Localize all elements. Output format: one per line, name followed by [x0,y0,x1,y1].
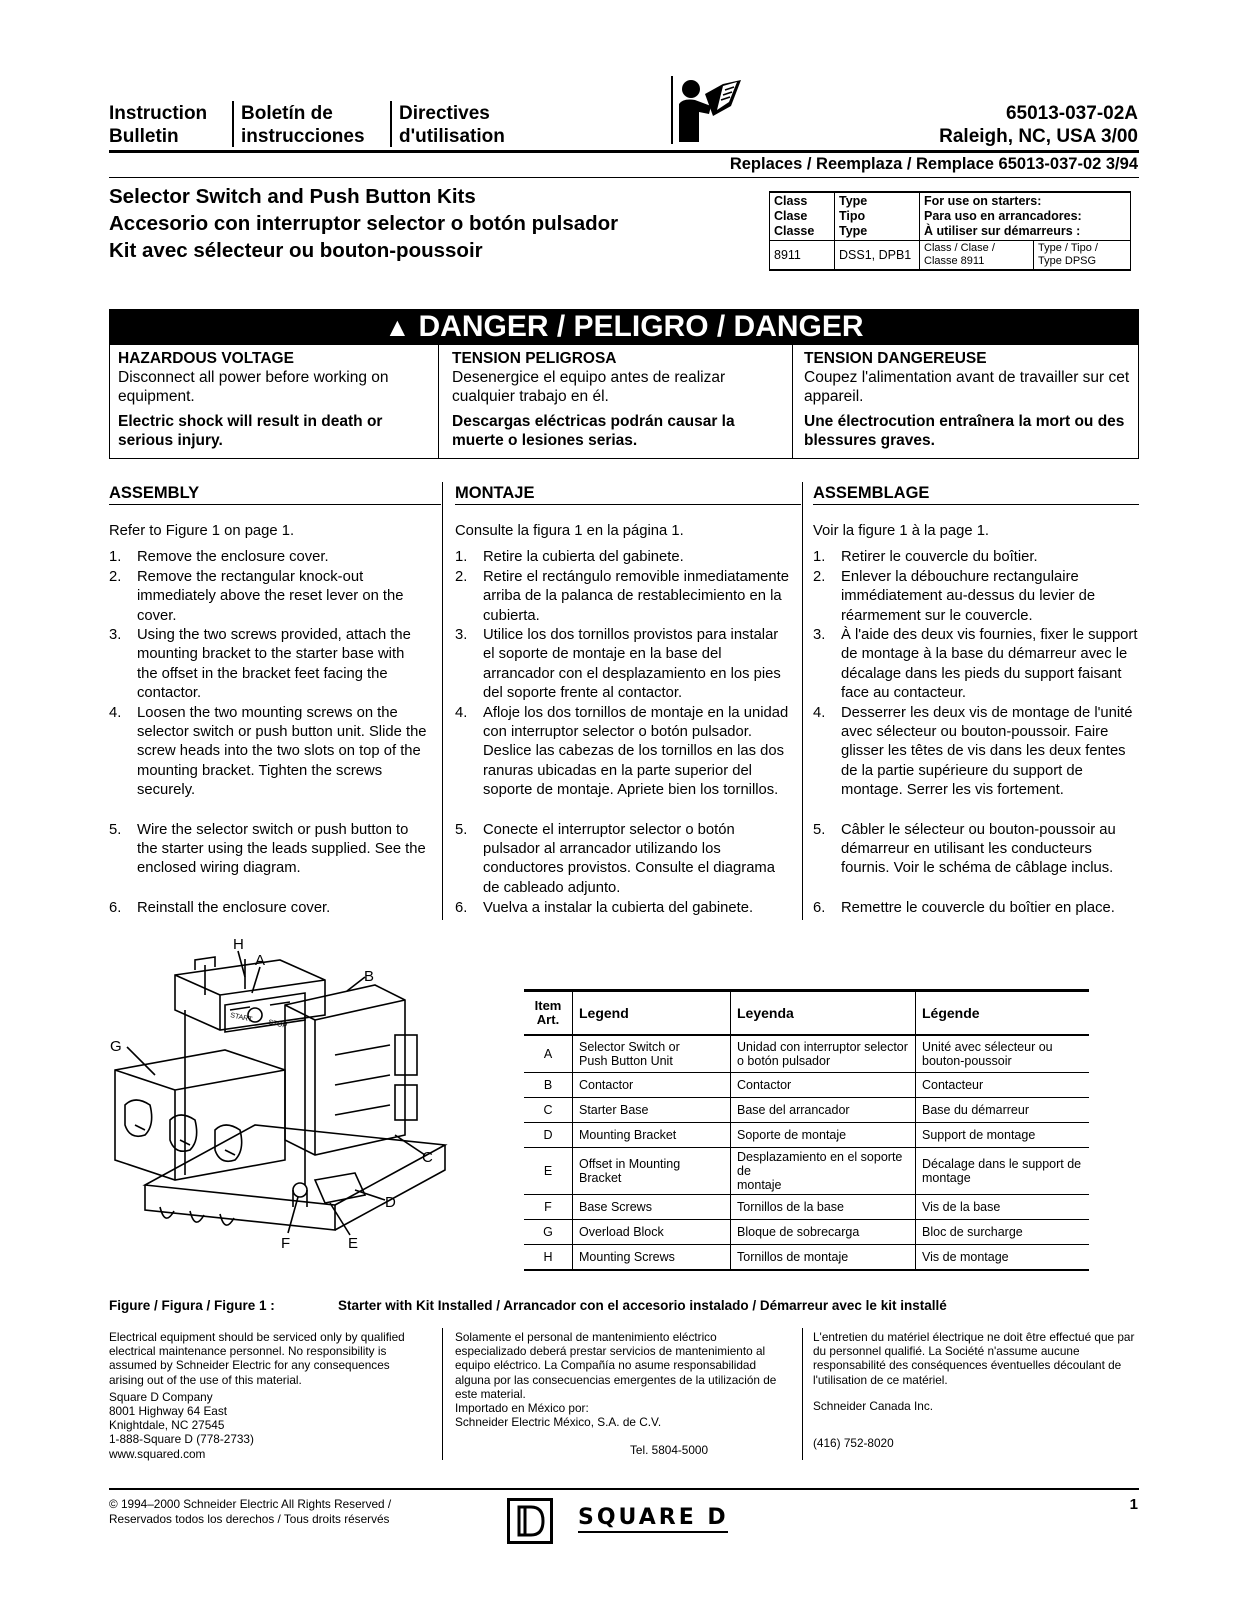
legend-cell: Starter Base [573,1098,731,1123]
header-divider [232,101,234,147]
legend-cell: Bloque de sobrecarga [731,1220,916,1245]
legend-cell: Tornillos de montaje [731,1245,916,1271]
legend-cell: B [524,1073,573,1098]
legend-cell: Bloc de surcharge [916,1220,1090,1245]
legend-cell: Base du démarreur [916,1098,1090,1123]
bottom-rule [109,1488,1139,1490]
step-es-5: 5. Conecte el interruptor selector o botón pulsador al arrancador utilizando los conductores provistos. Consulte el diagrama de cableado adjunto. [455,821,775,896]
title-fr [399,102,505,148]
footer-en-address1: 8001 Highway 64 East [109,1404,228,1419]
figure-stop-text: STOP [267,1019,288,1030]
brand-wordmark [578,1505,729,1533]
legend-cell: D [524,1123,573,1148]
replaces-note: Replaces / Reemplaza / Remplace 65013-037-02 3/94 [729,155,1138,173]
danger-fr-head: TENSION DANGEREUSE [804,350,987,367]
footer-en-notice: Electrical equipment should be serviced only by qualified electrical maintenance personnel. No responsibility is assumed by Schneider Electric for any consequences arising out of the use of this material. [109,1330,405,1387]
reader-icon [671,76,743,144]
assembly-intro-fr: Voir la figure 1 à la page 1. [813,523,990,539]
step-fr-2: 2. Enlever la débouchure rectangulaire immédiatement au-dessus du levier de réarmement sur le couvercle. [813,568,1096,624]
legend-cell: Mounting Bracket [573,1123,731,1148]
doc-info [939,102,1138,148]
warning-icon: ▲ [384,312,411,342]
use-header: For use on starters: Para uso en arrancadores: À utiliser sur démarreurs : [920,192,1131,241]
step-es-4: 4. Afloje los dos tornillos de montaje en la unidad con interruptor selector o botón pulsador. Deslice las cabezas de los tornillos en las dos ranuras ubicadas en la parte superior del soporte de montaje. Apriete bien los tornillos. [455,704,789,799]
title-en-line2: Bulletin [109,126,179,147]
location-date: Raleigh, NC, USA 3/00 [939,126,1138,147]
figure-label-g: G [110,1038,122,1055]
footer-fr-notice: L'entretien du matériel électrique ne doit être effectué que par du personnel qualifié. La Société n'assume aucune responsabilité des conséquences éventuelles découlant de l'utilisation de ce matériel. [813,1330,1135,1387]
figure-label-b: B [364,968,375,985]
step-en-6: 6. Reinstall the enclosure cover. [109,899,331,916]
title-es [241,102,365,148]
type-value: DSS1, DPB1 [835,241,920,271]
legend-cell: Tornillos de la base [731,1195,916,1220]
danger-title: DANGER / PELIGRO / DANGER [418,310,864,343]
legend-cell: A [524,1035,573,1073]
class-type-table [769,191,1131,271]
step-es-3: 3. Utilice los dos tornillos provistos para instalar el soporte de montaje en la base del arrancador con el desplazamiento en los pies del soporte frente al contactor. [455,627,781,702]
use-class-value: Class / Clase / Classe 8911 [920,241,1034,271]
figure-label-e: E [348,1235,359,1252]
header-divider [390,101,392,147]
step-fr-6: 6. Remettre le couvercle du boîtier en place. [813,899,1115,916]
legend-cell: Desplazamiento en el soporte de montaje [731,1148,916,1195]
figure-label-f: F [281,1235,291,1252]
footer-en-company: Square D Company [109,1389,213,1404]
title-en-line1: Instruction [109,103,208,124]
figure-caption-text: Starter with Kit Installed / Arrancador con el accesorio instalado / Démarreur avec le kit installé [338,1298,947,1313]
title-fr-line2: d'utilisation [399,126,505,147]
footer-fr [813,1330,1139,1450]
danger-banner [109,309,1139,345]
danger-es-head: TENSION PELIGROSA [452,350,617,367]
legend-cell: Selector Switch or Push Button Unit [573,1035,731,1073]
table-row [524,1245,1089,1271]
figure-start-text: START [229,1012,253,1024]
table-row [524,1148,1089,1195]
footer-en-address2: Knightdale, NC 27545 [109,1418,225,1433]
section-rule [109,504,441,505]
column-divider [442,482,443,920]
legend-cell: G [524,1220,573,1245]
step-es-6: 6. Vuelva a instalar la cubierta del gabinete. [455,899,754,916]
footer-es-notice: Solamente el personal de mantenimiento eléctrico especializado deberá prestar servicios de mantenimiento al equipo eléctrico. La Compañía no asume responsabilidad alguna por las consecuencias emergentes de la utilización de este material. [455,1330,777,1401]
danger-en-head: HAZARDOUS VOLTAGE [118,350,294,367]
step-en-2: 2. Remove the rectangular knock-out immediately above the reset lever on the cover. [109,568,404,624]
table-row [524,1195,1089,1220]
footer-es-import: Importado en México por: [455,1401,589,1416]
title-es-line2: instrucciones [241,126,365,147]
legend-cell: H [524,1245,573,1271]
table-row [524,1123,1089,1148]
table-row [524,1073,1089,1098]
title-es-line1: Boletín de [241,103,333,124]
footer-divider [802,1328,803,1460]
product-title-es: Accesorio con interruptor selector o botón pulsador [109,212,619,235]
figure-label-d: D [385,1194,396,1211]
class-header: Class Clase Classe [770,192,835,241]
copyright-line1: © 1994–2000 Schneider Electric All Rights Reserved / [109,1497,392,1511]
table-row [524,1220,1089,1245]
danger-en-strong: Electric shock will result in death or serious injury. [118,413,383,449]
section-rule [455,504,801,505]
legend-cell: Support de montage [916,1123,1090,1148]
product-title-en: Selector Switch and Push Button Kits [109,185,476,208]
figure-caption-label: Figure / Figura / Figure 1 : [109,1298,275,1313]
product-title [109,183,618,264]
header-rule [109,150,1139,153]
danger-divider [438,345,439,458]
assembly-intro-es: Consulte la figura 1 en la página 1. [455,523,684,539]
header-rule-thin [109,177,1139,178]
step-fr-5: 5. Câbler le sélecteur ou bouton-poussoir au démarreur en utilisant les conducteurs fournis. Voir le schéma de câblage inclus. [813,821,1116,877]
danger-es-strong: Descargas eléctricas podrán causar la muerte o lesiones serias. [452,413,735,449]
doc-number: 65013-037-02A [1005,103,1138,124]
assembly-fr [813,522,1139,918]
footer-es-company: Schneider Electric México, S.A. de C.V. [455,1415,662,1430]
brand-underline [578,1531,728,1533]
legend-cell: Soporte de montaje [731,1123,916,1148]
step-en-1: 1. Remove the enclosure cover. [109,549,329,566]
legend-cell: C [524,1098,573,1123]
assembly-en [109,522,427,918]
legend-cell: Contactor [731,1073,916,1098]
footer-es [455,1330,791,1458]
use-type-value: Type / Tipo / Type DPSG [1034,241,1131,271]
table-row [524,1035,1089,1073]
danger-divider [792,345,793,458]
legend-cell: Décalage dans le support de montage [916,1148,1090,1195]
step-en-3: 3. Using the two screws provided, attach the mounting bracket to the starter base with the offset in the bracket feet facing the contactor. [109,627,411,702]
danger-en [118,349,428,450]
starter-kit-figure [105,936,455,1275]
figure-label-a: A [255,952,266,969]
footer-fr-phone: (416) 752-8020 [813,1436,894,1451]
legend-cell: Unité avec sélecteur ou bouton-poussoir [916,1035,1090,1073]
product-title-fr: Kit avec sélecteur ou bouton-poussoir [109,239,483,262]
page-number: 1 [1129,1496,1138,1513]
legend-cell: Overload Block [573,1220,731,1245]
assembly-es [455,522,791,918]
figure-label-c: C [422,1149,433,1166]
legend-cell: Base del arrancador [731,1098,916,1123]
legend-cell: Unidad con interruptor selector o botón pulsador [731,1035,916,1073]
legend-cell: F [524,1195,573,1220]
legend-cell: Base Screws [573,1195,731,1220]
footer-es-phone: Tel. 5804-5000 [630,1443,709,1458]
legend-cell: Vis de la base [916,1195,1090,1220]
step-en-5: 5. Wire the selector switch or push button to the starter using the leads supplied. See the enclosed wiring diagram. [109,821,426,877]
footer-en [109,1330,427,1461]
legend-table [524,989,1089,1271]
step-fr-1: 1. Retirer le couvercle du boîtier. [813,549,1038,566]
figure-label-h: H [233,936,244,953]
square-d-logo-icon [507,1498,553,1544]
legend-cell: Offset in Mounting Bracket [573,1148,731,1195]
danger-fr-text: Coupez l'alimentation avant de travailler sur cet appareil. [804,369,1130,405]
column-divider [802,482,803,920]
danger-en-text: Disconnect all power before working on equipment. [118,369,389,405]
danger-fr [804,349,1134,450]
type-header: Type Tipo Type [835,192,920,241]
legend-header-fr: Légende [916,991,1090,1036]
legend-cell: Vis de montage [916,1245,1090,1271]
table-row [524,1098,1089,1123]
danger-box [109,345,1139,459]
legend-cell: Contacteur [916,1073,1090,1098]
danger-es-text: Desenergice el equipo antes de realizar cualquier trabajo en él. [452,369,726,405]
legend-header-es: Leyenda [731,991,916,1036]
danger-fr-strong: Une électrocution entraînera la mort ou des blessures graves. [804,413,1125,449]
legend-header-item: Item Art. [524,991,573,1036]
legend-cell: Mounting Screws [573,1245,731,1271]
legend-cell: E [524,1148,573,1195]
step-fr-3: 3. À l'aide des deux vis fournies, fixer le support de montage à la base du démarreur avec le décalage dans les pieds du support faisant face au contacteur. [813,627,1138,702]
assembly-heading-en: ASSEMBLY [109,484,200,502]
legend-cell: Contactor [573,1073,731,1098]
class-value: 8911 [770,241,835,271]
title-fr-line1: Directives [399,103,490,124]
assembly-heading-fr: ASSEMBLAGE [813,484,930,502]
footer-fr-company: Schneider Canada Inc. [813,1398,934,1413]
footer-en-phone: 1-888-Square D (778-2733) [109,1432,254,1447]
assembly-intro-en: Refer to Figure 1 on page 1. [109,523,295,539]
danger-es [452,349,782,450]
section-rule [813,504,1139,505]
step-fr-4: 4. Desserrer les deux vis de montage de l'unité avec sélecteur ou bouton-poussoir. Faire glisser les têtes de vis dans les deux fentes de la partie supérieure du support de montage. Serrer les vis fortement. [813,704,1133,799]
step-es-2: 2. Retire el rectángulo removible inmediatamente arriba de la palanca de restablecimiento en la cubierta. [455,568,789,624]
brand-name: SQUARE D [578,1505,729,1530]
footer-en-web: www.squared.com [109,1446,206,1461]
copyright-line2: Reservados todos los derechos / Tous droits réservés [109,1512,390,1526]
step-es-1: 1. Retire la cubierta del gabinete. [455,549,684,566]
legend-header-en: Legend [573,991,731,1036]
copyright [109,1497,391,1527]
footer-divider [442,1328,443,1460]
assembly-heading-es: MONTAJE [455,484,535,502]
step-en-4: 4. Loosen the two mounting screws on the selector switch or push button unit. Slide the screw heads into the two slots on top of the mounting bracket. Tighten the screws securely. [109,704,427,799]
title-en [109,102,207,148]
